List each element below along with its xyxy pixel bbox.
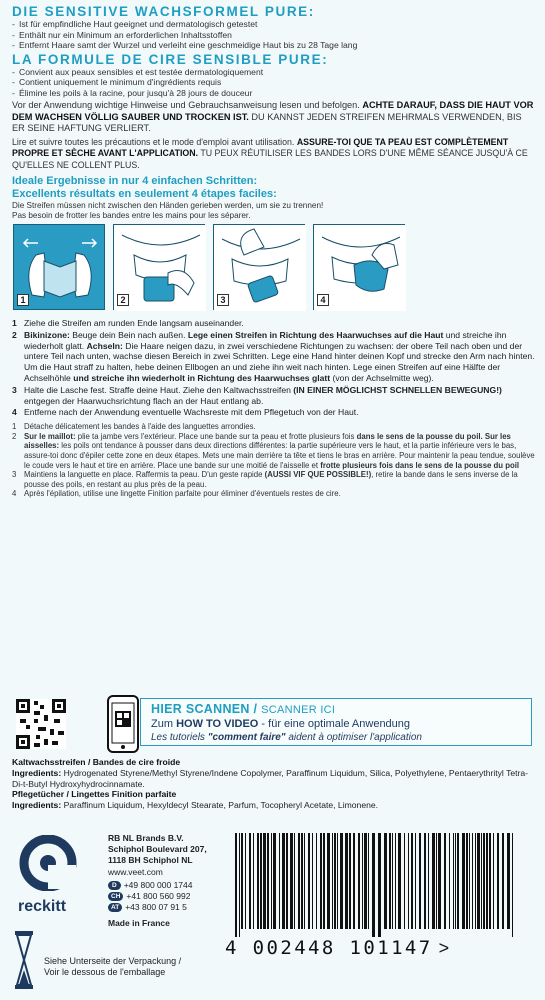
bottom-note-de: Siehe Unterseite der Verpackung /	[44, 956, 182, 966]
step-number: 1	[12, 422, 17, 432]
step-text: Sur le maillot: plie ta jambe vers l'extérieur. Place une bande sur ta peau et frotte plusieurs fois dans le sens de la pousse du poil. Sur les aisselles: les poils ont tendance à pousser dans deux directions différentes: la partie supérieure vers le haut, et la partie inférieure vers le bas, assure-toi donc d'épiler cette zone en deux étapes. Mets une main derrière ta tête et tiens le bras en arrière. Pour maintenir la peau tendue, soulève le coude vers le haut et tire en arrière. Place une bande sur une moitié de l'aisselle et frotte plusieurs fois dans le sens de la pousse du poil	[24, 431, 535, 470]
barcode-bar	[327, 833, 330, 929]
barcode-arrow: >	[438, 938, 450, 958]
step-number: 1	[17, 294, 29, 306]
phone-row	[108, 891, 228, 902]
instruction-step	[12, 330, 535, 384]
step-text: Après l'épilation, utilise une lingette Finition parfaite pour éliminer d'éventuels restes de cire.	[24, 489, 341, 499]
barcode-bar	[469, 833, 470, 929]
barcode-bar	[316, 833, 317, 929]
barcode-bar	[398, 833, 401, 929]
barcode-bar	[455, 833, 456, 929]
barcode-bar	[389, 833, 391, 929]
barcode-bar	[267, 833, 269, 929]
barcode-bar	[493, 833, 494, 929]
instructions-fr	[12, 422, 535, 499]
barcode-bar	[323, 833, 325, 929]
warning-fr-bold: ASSURE-TOI QUE TA PEAU EST COMPLÈTEMENT PROPRE ET SÈCHE AVANT L'APPLICATION.	[12, 136, 509, 159]
barcode-bar	[368, 833, 369, 929]
step-illustration-1	[13, 224, 105, 310]
barcode-bar	[340, 833, 343, 929]
barcode-bar	[271, 833, 272, 929]
barcode-bar	[334, 833, 336, 929]
barcode-bar	[486, 833, 488, 929]
barcode-bar	[345, 833, 348, 929]
barcode-bar	[466, 833, 468, 929]
step-number: 3	[12, 470, 17, 480]
barcode-bar	[286, 833, 288, 929]
instruction-step	[12, 407, 535, 418]
reckitt-wordmark: reckitt	[18, 898, 67, 915]
barcode-bar	[475, 833, 476, 929]
step-number: 2	[117, 294, 129, 306]
wipes-title: Pflegetücher / Lingettes Finition parfaite	[12, 789, 177, 800]
barcode-bar	[483, 833, 485, 929]
barcode-bar	[290, 833, 293, 929]
step-text: Bikinizone: Beuge dein Bein nach außen. Lege einen Streifen in Richtung des Haarwuchses auf die Haut und streiche ihn wiederholt glatt. Achseln: Die Haare neigen dazu, in zwei verschiedene Richtungen zu wachsen: der obere Teil nach oben und der untere Teil nach unten, wachse diesen Bereich in zwei Schritten. Lege eine Hand hinter deinen Kopf und strecke den Arm nach hinten. Um die Haut straff zu halten, hebe deinen Ellbogen an und ziehe ihn weit nach hinten. Lege einen Streifen auf eine Hälfte der Achselhöhle und streiche ihn wiederholt in Richtung des Haarwuchses glatt (von der Achselmitte weg).	[24, 329, 535, 383]
barcode-bar	[502, 833, 504, 929]
warning-de	[12, 100, 535, 135]
scan-title: HIER SCANNEN /	[151, 702, 258, 716]
step-illustration-4	[313, 224, 405, 310]
barcode-bar	[453, 833, 454, 929]
barcode-bar	[444, 833, 446, 929]
ideal-fr: Excellents résultats en seulement 4 étapes faciles:	[12, 188, 277, 200]
barcode-bar	[411, 833, 413, 929]
barcode-bar	[404, 833, 405, 929]
step-number: 3	[217, 294, 229, 306]
fr-heading: LA FORMULE DE CIRE SENSIBLE PURE:	[12, 51, 329, 67]
warning-fr-text: Lire et suivre toutes les précautions et le mode d'emploi avant utilisation.	[12, 136, 295, 147]
scan-line-fr: Les tutoriels "comment faire" aident à optimiser l'application	[151, 732, 422, 743]
barcode-bar	[245, 833, 246, 929]
barcode-bar	[239, 833, 240, 937]
instruction-step	[12, 432, 535, 470]
hourglass-icon	[14, 930, 34, 990]
ideal-section	[12, 175, 535, 221]
barcode	[225, 833, 525, 959]
rub-note-fr: Pas besoin de frotter les bandes entre les mains pour les séparer.	[12, 211, 251, 220]
barcode-bar	[358, 833, 360, 929]
barcode-bar	[273, 833, 276, 929]
de-heading: DIE SENSITIVE WACHSFORMEL PURE:	[12, 4, 315, 19]
barcode-bar	[449, 833, 450, 929]
scan-box[interactable]	[140, 698, 532, 746]
barcode-bar	[378, 833, 381, 937]
fr-bullet: - Contient uniquement le minimum d'ingrédients requis	[12, 77, 535, 88]
barcode-number: 4 002448 101147	[225, 937, 433, 959]
scan-line-de: Zum HOW TO VIDEO - für eine optimale Anwendung	[151, 718, 411, 730]
barcode-bar	[349, 833, 351, 929]
barcode-bar	[436, 833, 437, 929]
barcode-bar	[392, 833, 393, 929]
company-website: www.veet.com	[108, 867, 163, 878]
barcode-bar	[353, 833, 355, 929]
barcode-bar	[424, 833, 426, 929]
barcode-digits	[225, 937, 515, 959]
barcode-bar	[235, 833, 237, 937]
step-text: Maintiens la languette en place. Raffermis ta peau. D'un geste rapide (AUSSI VIF QUE POSSIBLE!), retire la bande dans le sens inverse de la pousse des poils, en restant au plus près de la peau.	[24, 470, 518, 489]
barcode-bar	[432, 833, 435, 929]
barcode-bar	[298, 833, 300, 929]
phone-row	[108, 880, 228, 891]
barcode-bar	[507, 833, 510, 929]
barcode-bar	[512, 833, 513, 937]
barcode-bar	[257, 833, 259, 929]
reckitt-logo-icon	[18, 835, 84, 891]
barcode-bar	[279, 833, 280, 929]
barcode-bar	[304, 833, 305, 929]
step-text: Halte die Lasche fest. Straffe deine Haut. Ziehe den Kaltwachsstreifen (IN EINER MÖGLICHST SCHNELLEN BEWEGUNG!) entgegen der Haarwuchsrichtung flach an der Haut entlang ab.	[24, 384, 502, 406]
barcode-bar	[497, 833, 499, 929]
instruction-step	[12, 422, 535, 432]
warning-de-text-2: DU KANNST JEDEN STREIFEN MEHRMALS VERWENDEN, BIS ER SEINE HAFTUNG VERLIERT.	[12, 111, 522, 134]
instruction-step	[12, 385, 535, 407]
barcode-bar	[294, 833, 295, 929]
de-bullet: - Entfernt Haare samt der Wurzel und verleiht eine geschmeidige Haut bis zu 28 Tage lang	[12, 40, 535, 51]
barcode-bar	[395, 833, 396, 929]
scan-title-fr: SCANNER ICI	[261, 704, 336, 716]
barcode-bar	[462, 833, 465, 929]
barcode-bar	[419, 833, 421, 929]
barcode-bar	[481, 833, 482, 929]
instruction-step	[12, 318, 535, 329]
company-address: 1118 BH Schiphol NL	[108, 854, 193, 865]
barcode-bar	[364, 833, 367, 929]
barcode-bar	[472, 833, 473, 929]
reckitt-logo	[18, 835, 84, 915]
rub-note-de: Die Streifen müssen nicht zwischen den Händen gerieben werden, um sie zu trennen!	[12, 201, 324, 210]
country-badge: D	[108, 881, 121, 890]
warning-fr-text-2: TU PEUX RÉUTILISER LES BANDES LORS D'UNE MÊME SÉANCE JUSQU'À CE QU'ELLES NE COLLENT PLUS.	[12, 148, 528, 170]
barcode-bars	[225, 833, 525, 937]
company-name: RB NL Brands B.V.	[108, 833, 184, 843]
warning-fr	[12, 137, 535, 171]
instructions-de	[12, 318, 535, 418]
fr-section	[12, 52, 535, 99]
barcode-bar	[438, 833, 441, 929]
barcode-bar	[332, 833, 333, 929]
barcode-bar	[282, 833, 285, 929]
step-number: 4	[12, 489, 17, 499]
instruction-step	[12, 470, 535, 489]
barcode-bar	[312, 833, 313, 929]
barcode-bar	[415, 833, 416, 929]
qr-code-icon	[16, 699, 66, 749]
phone-scan-icon	[106, 694, 140, 754]
made-in: Made in France	[108, 917, 170, 928]
fr-bullet: - Élimine les poils à la racine, pour jusqu'à 28 jours de douceur	[12, 88, 535, 99]
instruction-step	[12, 489, 535, 499]
step-number: 3	[12, 384, 17, 395]
barcode-bar	[337, 833, 338, 929]
bottom-note-fr: Voir le dessous de l'emballage	[44, 967, 166, 977]
barcode-bar	[249, 833, 251, 929]
barcode-bar	[457, 833, 459, 929]
barcode-bar	[384, 833, 387, 929]
barcode-bar	[428, 833, 429, 929]
barcode-bar	[260, 833, 262, 929]
country-badge: CH	[108, 892, 123, 901]
phone-number: +43 800 07 91 5	[125, 901, 187, 912]
strips-ingredients: Ingredients: Hydrogenated Styrene/Methyl Styrene/Indene Copolymer, Paraffinum Liquidum, Silica, Polyethylene, Pentaerythrityl Tetra-Di-t-Butyl Hydroxyhydrocinnamate.	[12, 767, 529, 789]
barcode-bar	[241, 833, 243, 929]
country-badge: AT	[108, 903, 122, 912]
step-number: 2	[12, 329, 17, 340]
barcode-bar	[320, 833, 322, 929]
bottom-note	[44, 956, 181, 978]
warning-de-bold: ACHTE DARAUF, DASS DIE HAUT VOR DEM WACHSEN VÖLLIG SAUBER UND TROCKEN IST.	[12, 100, 534, 122]
barcode-bar	[477, 833, 480, 929]
ingredients-section	[12, 757, 534, 811]
barcode-bar	[301, 833, 303, 929]
step-number: 4	[317, 294, 329, 306]
barcode-bar	[263, 833, 266, 929]
step-number: 1	[12, 318, 17, 328]
strips-title: Kaltwachsstreifen / Bandes de cire froide	[12, 757, 181, 767]
step-text: Entferne nach der Anwendung eventuelle Wachsreste mit dem Pflegetuch von der Haut.	[24, 407, 359, 418]
wipes-ingredients: Ingredients: Paraffinum Liquidum, Hexyldecyl Stearate, Parfum, Tocopheryl Acetate, Limonene.	[12, 800, 379, 811]
phone-number: +41 800 560 992	[126, 890, 191, 901]
warning-de-text: Vor der Anwendung wichtige Hinweise und Gebrauchsanweisung lesen und befolgen.	[12, 100, 360, 110]
step-text: Détache délicatement les bandes à l'aide des languettes arrondies.	[24, 422, 256, 432]
step-number: 4	[12, 407, 17, 418]
step-illustration-2	[113, 224, 205, 310]
phone-number: +49 800 000 1744	[123, 880, 193, 891]
company-address: Schiphol Boulevard 207,	[108, 843, 207, 854]
barcode-bar	[362, 833, 363, 929]
phone-row	[108, 902, 228, 913]
ideal-de: Ideale Ergebnisse in nur 4 einfachen Schritten:	[12, 175, 258, 187]
barcode-bar	[408, 833, 409, 929]
de-section	[12, 4, 535, 51]
barcode-bar	[308, 833, 310, 929]
qr-code[interactable]	[16, 699, 66, 749]
de-bullet: - Ist für empfindliche Haut geeignet und dermatologisch getestet	[12, 19, 535, 30]
step-illustration-3	[213, 224, 305, 310]
barcode-bar	[372, 833, 375, 937]
step-illustrations	[13, 224, 535, 310]
de-bullet: - Enthält nur ein Minimum an erforderlichen Inhaltsstoffen	[12, 30, 535, 41]
fr-bullet: - Convient aux peaux sensibles et est testée dermatologiquement	[12, 67, 535, 78]
step-number: 2	[12, 431, 17, 441]
scan-title-row	[151, 702, 335, 716]
step-text: Ziehe die Streifen am runden Ende langsam auseinander.	[24, 318, 244, 328]
barcode-bar	[489, 833, 491, 929]
company-info	[108, 833, 228, 928]
barcode-bar	[253, 833, 254, 929]
